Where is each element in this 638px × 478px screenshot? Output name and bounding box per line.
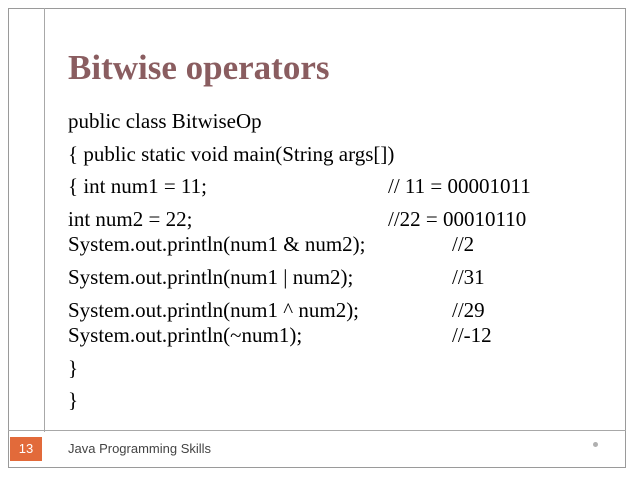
code-comment-8: //-12 [452, 323, 492, 347]
footer-dot-icon [593, 442, 598, 447]
code-comment-4: //22 = 00010110 [388, 207, 527, 231]
horizontal-divider [8, 430, 626, 431]
slide-number-badge: 13 [10, 437, 42, 461]
code-line-10: } [68, 388, 79, 412]
vertical-divider [44, 8, 45, 432]
code-line-5: System.out.println(num1 & num2); [68, 232, 366, 256]
slide-title: Bitwise operators [68, 48, 330, 87]
footer-text: Java Programming Skills [68, 441, 212, 456]
code-comment-5: //2 [452, 232, 475, 256]
code-comment-6: //31 [452, 265, 485, 289]
code-line-1: public class BitwiseOp [68, 109, 262, 133]
code-line-6: System.out.println(num1 | num2); [68, 265, 354, 289]
code-comment-3: // 11 = 00001011 [388, 174, 531, 198]
code-line-3: { int num1 = 11; [68, 174, 207, 198]
code-comment-7: //29 [452, 298, 485, 322]
code-line-8: System.out.println(~num1); [68, 323, 303, 347]
code-line-2: { public static void main(String args[]) [68, 142, 395, 166]
code-line-9: } [68, 356, 79, 380]
code-line-4: int num2 = 22; [68, 207, 193, 231]
code-line-7: System.out.println(num1 ^ num2); [68, 298, 360, 322]
